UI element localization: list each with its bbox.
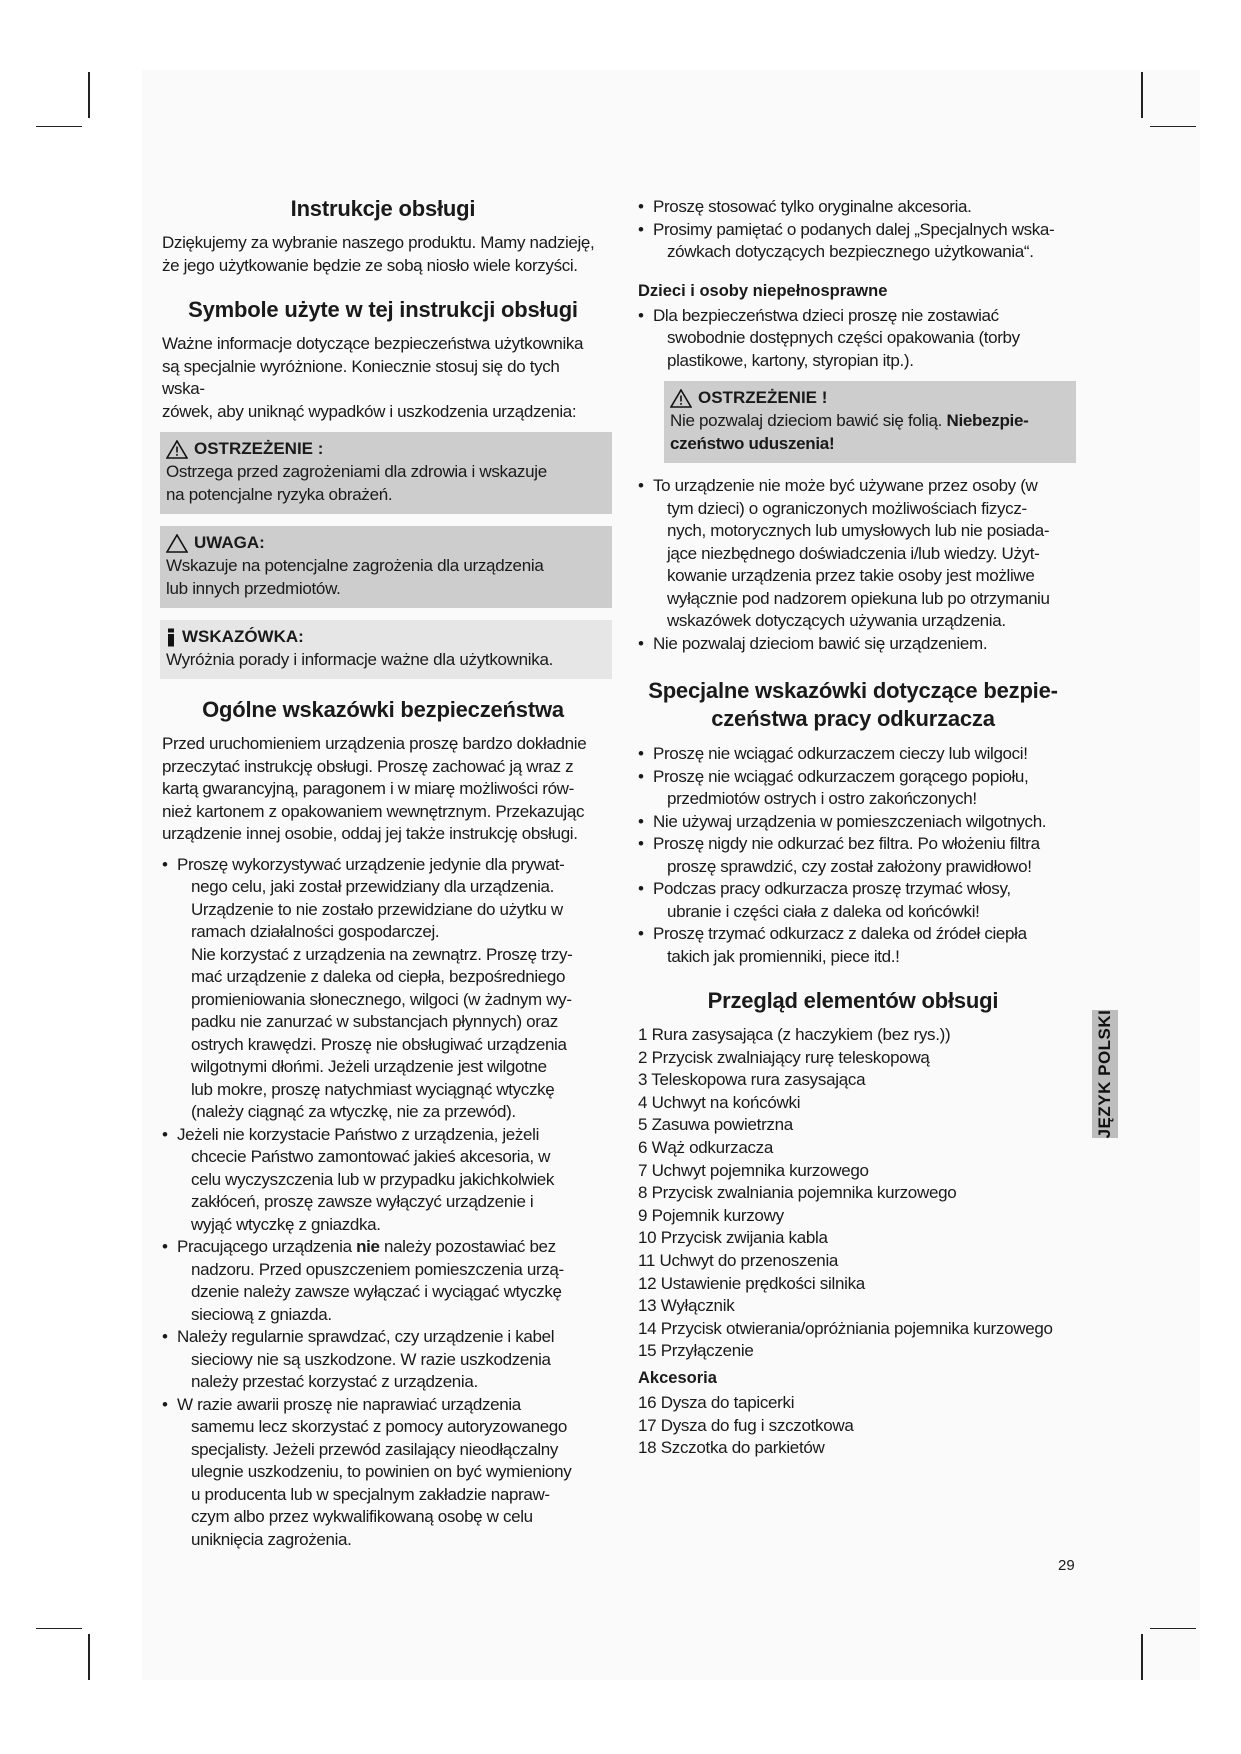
list-item: 14 Przycisk otwierania/opróżniania pojemnika kurzowego (638, 1318, 1053, 1338)
parts-list (638, 1024, 1068, 1363)
list-item: 1 Rura zasysająca (z haczykiem (bez rys.)) (638, 1025, 951, 1044)
crop-mark (1150, 1628, 1196, 1629)
list-item: • Jeżeli nie korzystacie Państwo z urządzenia, jeżeli chcecie Państwo zamontować jakieś akcesoria, w celu wyczyszczenia lub w przypadku jakichkolwiek zakłóceń, proszę zawsze wyłączyć urządzenie i wyjąć wtyczkę z gniazdka. (162, 1124, 555, 1234)
heading-general-safety: Ogólne wskazówki bezpieczeństwa (202, 697, 564, 722)
warning-text-line: Ostrzega przed zagrożeniami dla zdrowia i wskazuje (166, 462, 547, 481)
crop-mark (1141, 1634, 1143, 1680)
crop-mark (88, 72, 90, 118)
heading-accessories: Akcesoria (638, 1368, 717, 1387)
warning-label: OSTRZEŻENIE ! (698, 388, 828, 407)
list-item: • Proszę trzymać odkurzacz z daleka od źródeł ciepła takich jak promienniki, piece itd.! (638, 924, 1027, 966)
list-item: • Proszę stosować tylko oryginalne akcesoria. (638, 197, 972, 216)
persons-list (638, 475, 1068, 655)
heading-instructions: Instrukcje obsługi (290, 196, 476, 221)
list-item: • Podczas pracy odkurzacza proszę trzymać włosy, ubranie i części ciała z daleka od końcówki! (638, 879, 1011, 921)
crop-mark (36, 1628, 82, 1629)
warning-triangle-icon (670, 389, 692, 408)
list-item: • Należy regularnie sprawdzać, czy urządzenie i kabel sieciowy nie są uszkodzone. W razie uszkodzenia należy przestać korzystać z urządzenia. (162, 1327, 555, 1391)
tip-text-line: Wyróżnia porady i informacje ważne dla użytkownika. (166, 650, 554, 669)
left-column (162, 196, 604, 1551)
accessories-notes-list (638, 196, 1068, 264)
crop-mark (36, 126, 82, 127)
list-item: • Prosimy pamiętać o podanych dalej „Specjalnych wska- zówkach dotyczących bezpiecznego użytkowania“. (638, 219, 1055, 261)
list-item: 7 Uchwyt pojemnika kurzowego (638, 1160, 869, 1180)
list-item: 2 Przycisk zwalniający rurę teleskopową (638, 1047, 930, 1067)
warning-triangle-icon (166, 440, 188, 459)
list-item: 3 Teleskopowa rura zasysająca (638, 1070, 866, 1090)
general-text-line: urządzenie innej osobie, oddaj jej także instrukcję obsługi. (162, 824, 578, 843)
page-number: 29 (1058, 1557, 1075, 1574)
list-item: 17 Dysza do fug i szczotkowa (638, 1415, 854, 1435)
list-item: 15 Przyłączenie (638, 1341, 754, 1361)
info-icon (166, 628, 176, 647)
list-item: • Pracującego urządzenia nie należy pozostawiać bez nadzoru. Przed opuszczeniem pomieszczenia urzą- dzenie należy zawsze wyłączać i wyciągać wtyczkę sieciową z gniazda. (162, 1237, 564, 1324)
caution-box (160, 526, 612, 608)
list-item: 5 Zasuwa powietrzna (638, 1115, 793, 1135)
tip-box (160, 620, 612, 679)
warning-text-line: Nie pozwalaj dzieciom bawić się folią. Niebezpie- (670, 411, 1029, 430)
children-list (638, 305, 1068, 373)
heading-children: Dzieci i osoby niepełnosprawne (638, 281, 888, 300)
caution-text-line: Wskazuje na potencjalne zagrożenia dla urządzenia (166, 556, 544, 575)
warning-text-line: na potencjalne ryzyka obrażeń. (166, 485, 393, 504)
general-text-line: przeczytać instrukcję obsługi. Proszę zachować ją wraz z (162, 756, 574, 776)
special-safety-list (638, 743, 1068, 968)
tip-label: WSKAZÓWKA: (182, 627, 304, 646)
warning-text-line: czeństwo uduszenia! (670, 434, 835, 453)
caution-triangle-icon (166, 534, 188, 553)
list-item: • Proszę wykorzystywać urządzenie jedynie dla prywat- nego celu, jaki został przewidziany dla urządzenia. Urządzenie to nie zostało przewidziane do użytku w ramach działalności gospodarczej. Nie korzystać z urządzenia na zewnątrz. Proszę trzy- mać urządzenie z daleka od ciepła, bezpośredniego promieniowania słonecznego, wilgoci (w żadnym wy- padku nie zanurzać w substancjach płynnych) oraz ostrych krawędzi. Proszę nie obsługiwać urządzenia wilgotnymi dłońmi. Jeżeli urządzenie jest wilgotne lub mokre, proszę natychmiast wyciągnąć wtyczkę (należy ciągnąć za wtyczkę, nie za przewód). (162, 854, 573, 1121)
warning-box (160, 432, 612, 514)
caution-text-line: lub innych przedmiotów. (166, 579, 341, 598)
list-item: 11 Uchwyt do przenoszenia (638, 1250, 839, 1270)
right-column (638, 196, 1068, 1460)
list-item: • Nie pozwalaj dzieciom bawić się urządzeniem. (638, 633, 988, 653)
intro-line: że jego użytkowanie będzie ze sobą niosło wiele korzyści. (162, 255, 578, 275)
list-item: • To urządzenie nie może być używane przez osoby (w tym dzieci) o ograniczonych możliwościach fizycz- nych, motorycznych lub umysłowych lub nie posiada- jące niezbędnego doświadczenia i/lub wiedzy. Użyt- kowanie urządzenia przez takie osoby jest możliwe wyłącznie pod nadzorem opiekuna lub po otrzymaniu wskazówek dotyczących używania urządzenia. (638, 476, 1050, 630)
crop-mark (88, 1634, 90, 1680)
warning-label: OSTRZEŻENIE : (194, 439, 324, 458)
list-item: • Dla bezpieczeństwa dzieci proszę nie zostawiać swobodnie dostępnych części opakowania (torby plastikowe, kartony, styropian itp.). (638, 305, 1020, 370)
symbols-text-line: Ważne informacje dotyczące bezpieczeństwa użytkownika (162, 334, 584, 353)
list-item: 9 Pojemnik kurzowy (638, 1205, 784, 1225)
crop-mark (1141, 72, 1143, 118)
heading-symbols: Symbole użyte w tej instrukcji obsługi (188, 297, 578, 322)
accessories-list (638, 1392, 1068, 1460)
intro-line: Dziękujemy za wybranie naszego produktu. Mamy nadzieję, (162, 233, 595, 252)
list-item: • Proszę nie wciągać odkurzaczem gorącego popiołu, przedmiotów ostrych i ostro zakończonych! (638, 766, 1029, 808)
list-item: • Proszę nigdy nie odkurzać bez filtra. Po włożeniu filtra proszę sprawdzić, czy został założony prawidłowo! (638, 834, 1040, 876)
list-item: 10 Przycisk zwijania kabla (638, 1228, 828, 1248)
list-item: 13 Wyłącznik (638, 1296, 735, 1316)
list-item: 18 Szczotka do parkietów (638, 1438, 825, 1458)
list-item: 8 Przycisk zwalniania pojemnika kurzowego (638, 1183, 957, 1203)
heading-overview: Przegląd elementów obłsugi (707, 988, 999, 1013)
general-safety-list (162, 854, 604, 1552)
language-tab: JĘZYK POLSKI (1092, 1010, 1118, 1138)
list-item: 16 Dysza do tapicerki (638, 1392, 795, 1412)
list-item: • Proszę nie wciągać odkurzaczem cieczy lub wilgoci! (638, 744, 1028, 763)
list-item: 6 Wąż odkurzacza (638, 1137, 774, 1157)
general-text-line: kartą gwarancyjną, paragonem i w miarę możliwości rów- (162, 779, 574, 798)
list-item: • W razie awarii proszę nie naprawiać urządzenia samemu lecz skorzystać z pomocy autoryzowanego specjalisty. Jeżeli przewód zasilający nieodłączalny ulegnie uszkodzeniu, to powinien on być wymieniony u producenta lub w specjalnym zakładzie napraw- czym albo przez wykwalifikowaną osobę w celu uniknięcia zagrożenia. (162, 1394, 572, 1549)
symbols-text-line: zówek, aby uniknąć wypadków i uszkodzenia urządzenia: (162, 401, 577, 421)
list-item: 12 Ustawienie prędkości silnika (638, 1273, 865, 1293)
warning-box-children (664, 381, 1076, 463)
general-text-line: Przed uruchomieniem urządzenia proszę bardzo dokładnie (162, 734, 587, 753)
list-item: 4 Uchwyt na końcówki (638, 1092, 801, 1112)
crop-mark (1150, 126, 1196, 127)
symbols-text-line: są specjalnie wyróżnione. Koniecznie stosuj się do tych wska- (162, 356, 560, 398)
heading-special-safety: Specjalne wskazówki dotyczące bezpie- czeństwa pracy odkurzacza (648, 678, 1058, 731)
list-item: • Nie używaj urządzenia w pomieszczeniach wilgotnych. (638, 811, 1047, 831)
caution-label: UWAGA: (194, 533, 265, 552)
general-text-line: nież kartonem z opakowaniem wewnętrznym. Przekazując (162, 801, 585, 821)
